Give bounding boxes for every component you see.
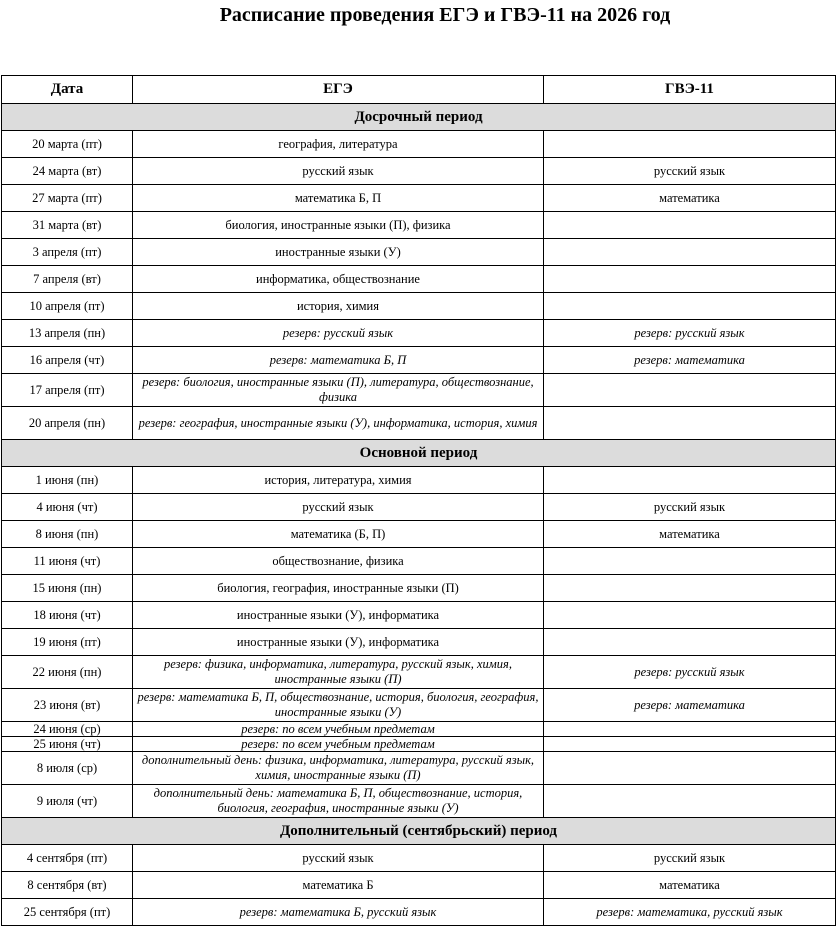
date-cell: 4 июня (чт): [2, 494, 133, 521]
ege-cell: история, литература, химия: [133, 467, 544, 494]
section-title: Дополнительный (сентябрьский) период: [2, 818, 836, 845]
table-row: [2, 212, 836, 239]
date-cell: 20 марта (пт): [2, 131, 133, 158]
date-cell: 16 апреля (чт): [2, 347, 133, 374]
date-cell: 7 апреля (вт): [2, 266, 133, 293]
gve-cell: [544, 212, 836, 239]
ege-cell: география, литература: [133, 131, 544, 158]
ege-cell: резерв: география, иностранные языки (У), информатика, история, химия: [133, 407, 544, 440]
ege-cell: дополнительный день: математика Б, П, обществознание, история, биология, география, иностранные языки (У): [133, 785, 544, 818]
gve-cell: [544, 374, 836, 407]
date-cell: 17 апреля (пт): [2, 374, 133, 407]
date-cell: 8 июня (пн): [2, 521, 133, 548]
table-row: [2, 872, 836, 899]
gve-cell: [544, 239, 836, 266]
gve-cell: [544, 602, 836, 629]
gve-cell: резерв: математика, русский язык: [544, 899, 836, 926]
date-cell: 18 июня (чт): [2, 602, 133, 629]
table-row: [2, 602, 836, 629]
date-cell: 25 июня (чт): [2, 737, 133, 752]
header-gve: ГВЭ-11: [544, 76, 836, 104]
table-row: [2, 575, 836, 602]
date-cell: 20 апреля (пн): [2, 407, 133, 440]
date-cell: 3 апреля (пт): [2, 239, 133, 266]
ege-cell: иностранные языки (У), информатика: [133, 602, 544, 629]
ege-cell: резерв: математика Б, П, обществознание, история, биология, география, иностранные языки (У): [133, 689, 544, 722]
table-row: [2, 158, 836, 185]
date-cell: 9 июля (чт): [2, 785, 133, 818]
gve-cell: резерв: математика: [544, 689, 836, 722]
ege-cell: резерв: по всем учебным предметам: [133, 722, 544, 737]
table-row: [2, 752, 836, 785]
gve-cell: [544, 722, 836, 737]
ege-cell: биология, иностранные языки (П), физика: [133, 212, 544, 239]
gve-cell: русский язык: [544, 845, 836, 872]
table-row: [2, 293, 836, 320]
schedule-table: [1, 75, 836, 926]
date-cell: 11 июня (чт): [2, 548, 133, 575]
gve-cell: математика: [544, 185, 836, 212]
table-row: [2, 656, 836, 689]
date-cell: 27 марта (пт): [2, 185, 133, 212]
ege-cell: резерв: биология, иностранные языки (П), литература, обществознание, физика: [133, 374, 544, 407]
table-row: [2, 548, 836, 575]
table-row: [2, 320, 836, 347]
table-row: [2, 347, 836, 374]
table-row: [2, 407, 836, 440]
gve-cell: [544, 629, 836, 656]
date-cell: 23 июня (вт): [2, 689, 133, 722]
gve-cell: резерв: русский язык: [544, 320, 836, 347]
ege-cell: иностранные языки (У), информатика: [133, 629, 544, 656]
gve-cell: [544, 266, 836, 293]
gve-cell: русский язык: [544, 494, 836, 521]
table-row: [2, 899, 836, 926]
date-cell: 8 июля (ср): [2, 752, 133, 785]
header-date: Дата: [2, 76, 133, 104]
gve-cell: [544, 467, 836, 494]
table-row: [2, 722, 836, 737]
date-cell: 25 сентября (пт): [2, 899, 133, 926]
date-cell: 24 июня (ср): [2, 722, 133, 737]
date-cell: 10 апреля (пт): [2, 293, 133, 320]
gve-cell: русский язык: [544, 158, 836, 185]
ege-cell: резерв: по всем учебным предметам: [133, 737, 544, 752]
ege-cell: информатика, обществознание: [133, 266, 544, 293]
ege-cell: русский язык: [133, 494, 544, 521]
table-row: [2, 374, 836, 407]
ege-cell: математика Б: [133, 872, 544, 899]
table-row: [2, 737, 836, 752]
header-ege: ЕГЭ: [133, 76, 544, 104]
date-cell: 13 апреля (пн): [2, 320, 133, 347]
section-row: [2, 104, 836, 131]
section-title: Досрочный период: [2, 104, 836, 131]
gve-cell: математика: [544, 521, 836, 548]
date-cell: 31 марта (вт): [2, 212, 133, 239]
table-row: [2, 689, 836, 722]
table-row: [2, 521, 836, 548]
table-row: [2, 494, 836, 521]
gve-cell: математика: [544, 872, 836, 899]
ege-cell: обществознание, физика: [133, 548, 544, 575]
ege-cell: русский язык: [133, 158, 544, 185]
ege-cell: математика (Б, П): [133, 521, 544, 548]
table-header-row: [2, 76, 836, 104]
date-cell: 22 июня (пн): [2, 656, 133, 689]
date-cell: 19 июня (пт): [2, 629, 133, 656]
table-row: [2, 467, 836, 494]
table-row: [2, 785, 836, 818]
date-cell: 15 июня (пн): [2, 575, 133, 602]
table-row: [2, 629, 836, 656]
date-cell: 8 сентября (вт): [2, 872, 133, 899]
ege-cell: резерв: русский язык: [133, 320, 544, 347]
section-title: Основной период: [2, 440, 836, 467]
table-row: [2, 266, 836, 293]
gve-cell: [544, 575, 836, 602]
ege-cell: история, химия: [133, 293, 544, 320]
gve-cell: резерв: русский язык: [544, 656, 836, 689]
gve-cell: резерв: математика: [544, 347, 836, 374]
ege-cell: резерв: физика, информатика, литература, русский язык, химия, иностранные языки (П): [133, 656, 544, 689]
table-row: [2, 131, 836, 158]
date-cell: 4 сентября (пт): [2, 845, 133, 872]
gve-cell: [544, 737, 836, 752]
ege-cell: резерв: математика Б, П: [133, 347, 544, 374]
ege-cell: дополнительный день: физика, информатика, литература, русский язык, химия, иностранные языки (П): [133, 752, 544, 785]
gve-cell: [544, 785, 836, 818]
section-row: [2, 818, 836, 845]
gve-cell: [544, 548, 836, 575]
gve-cell: [544, 407, 836, 440]
date-cell: 1 июня (пн): [2, 467, 133, 494]
table-row: [2, 845, 836, 872]
table-row: [2, 185, 836, 212]
ege-cell: математика Б, П: [133, 185, 544, 212]
ege-cell: биология, география, иностранные языки (П): [133, 575, 544, 602]
gve-cell: [544, 293, 836, 320]
ege-cell: резерв: математика Б, русский язык: [133, 899, 544, 926]
gve-cell: [544, 131, 836, 158]
date-cell: 24 марта (вт): [2, 158, 133, 185]
page-title: Расписание проведения ЕГЭ и ГВЭ-11 на 2026 год: [219, 4, 671, 26]
ege-cell: русский язык: [133, 845, 544, 872]
gve-cell: [544, 752, 836, 785]
table-row: [2, 239, 836, 266]
schedule-body: [2, 104, 836, 926]
ege-cell: иностранные языки (У): [133, 239, 544, 266]
section-row: [2, 440, 836, 467]
